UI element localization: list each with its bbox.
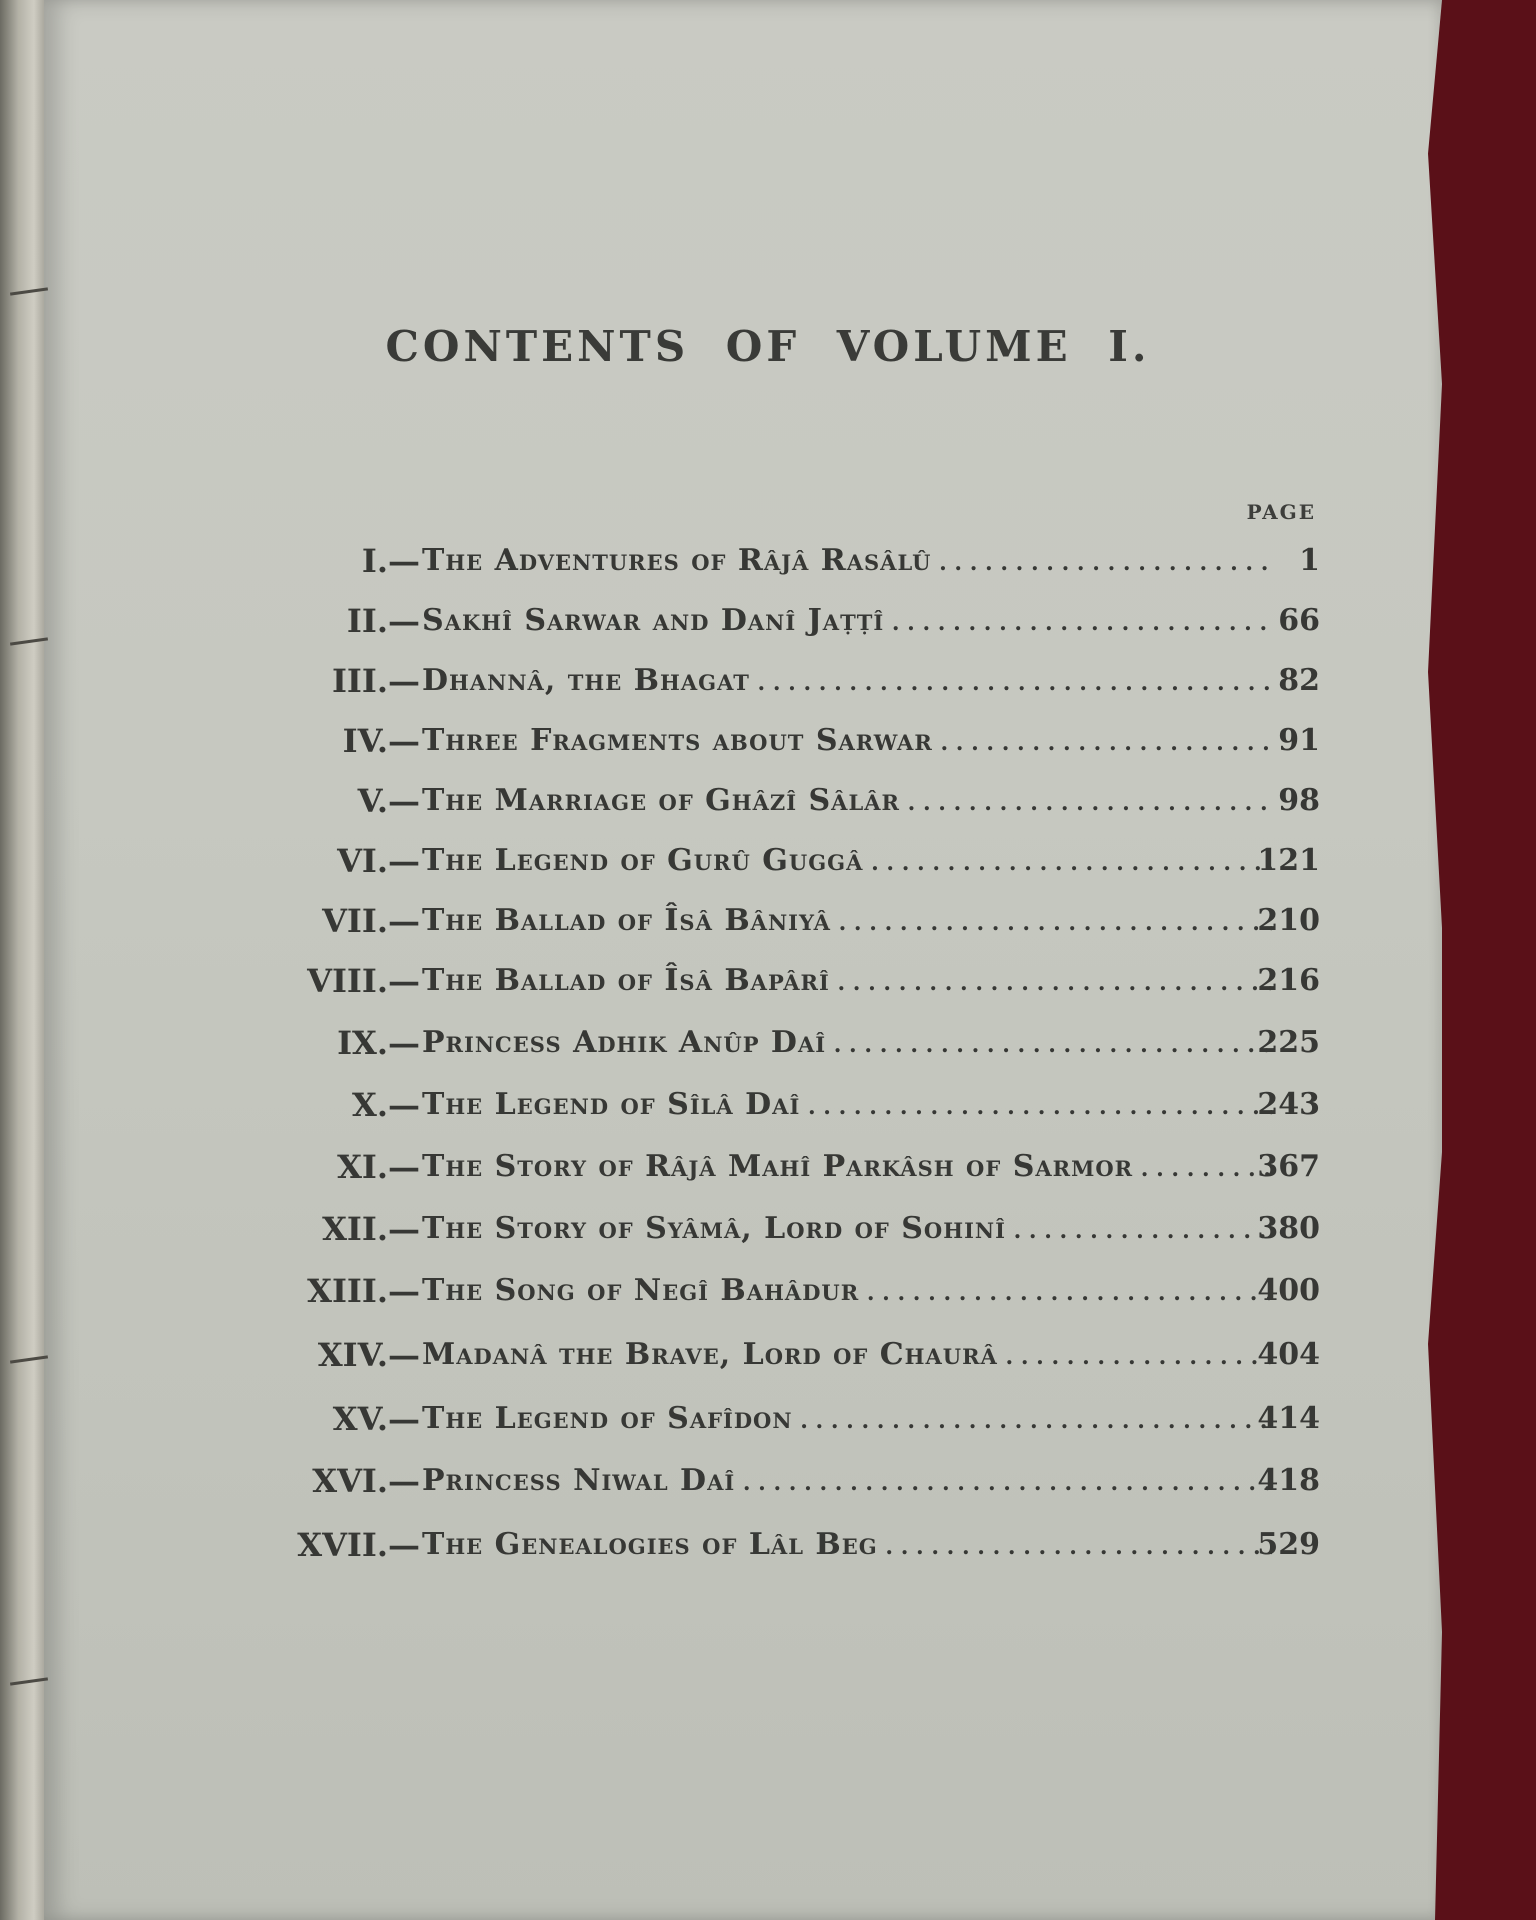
page-title: CONTENTS OF VOLUME I. xyxy=(385,322,1151,371)
entry-page-number: 225 xyxy=(1257,1025,1320,1060)
entry-title: The Song of Negî Bahâdur . . . xyxy=(422,1266,1272,1316)
entry-page-number: 414 xyxy=(1257,1401,1320,1436)
entry-page-number: 66 xyxy=(1278,603,1320,638)
entry-title: Princess Adhik Anûp Daî . . . xyxy=(422,1018,1272,1068)
entry-title: The Story of Râjâ Mahî Parkâsh of Sarmor . . . xyxy=(422,1142,1272,1192)
entry-page-number: 404 xyxy=(1257,1337,1320,1372)
entry-numeral: XVI.— xyxy=(312,1462,420,1500)
entry-title: The Ballad of Îsâ Bâniyâ . . . xyxy=(422,896,1272,946)
entry-title: The Legend of Sîlâ Daî . . . xyxy=(422,1080,1272,1130)
entry-page-number: 121 xyxy=(1257,843,1320,878)
entry-page-number: 529 xyxy=(1257,1527,1320,1562)
entry-numeral: XVII.— xyxy=(297,1526,420,1564)
entry-page-number: 418 xyxy=(1257,1463,1320,1498)
entry-page-number: 367 xyxy=(1257,1149,1320,1184)
entry-title: The Ballad of Îsâ Bapârî . . . xyxy=(422,956,1272,1006)
entry-page-number: 210 xyxy=(1257,903,1320,938)
entry-numeral: XII.— xyxy=(322,1210,420,1248)
entry-numeral: XI.— xyxy=(337,1148,420,1186)
entry-page-number: 82 xyxy=(1278,663,1320,698)
entry-title: The Genealogies of Lâl Beg . . . xyxy=(422,1520,1272,1570)
entry-page-number: 380 xyxy=(1257,1211,1320,1246)
entry-page-number: 98 xyxy=(1278,783,1320,818)
entry-title: Sakhî Sarwar and Danî Jaṭṭî . . . xyxy=(422,596,1272,646)
entry-page-number: 91 xyxy=(1278,723,1320,758)
entry-title: Princess Niwal Daî . . . xyxy=(422,1456,1272,1506)
entry-numeral: II.— xyxy=(346,602,420,640)
entry-numeral: VIII.— xyxy=(307,962,420,1000)
entry-page-number: 400 xyxy=(1257,1273,1320,1308)
entry-title: Madanâ the Brave, Lord of Chaurâ . . . xyxy=(422,1330,1272,1380)
entry-title: Dhannâ, the Bhagat . . . xyxy=(422,656,1272,706)
entry-numeral: XIV.— xyxy=(317,1336,420,1374)
entry-numeral: V.— xyxy=(357,782,420,820)
entry-page-number: 216 xyxy=(1257,963,1320,998)
entry-numeral: XIII.— xyxy=(307,1272,420,1310)
entry-numeral: XV.— xyxy=(332,1400,420,1438)
entry-title: The Legend of Safîdon . . . xyxy=(422,1394,1272,1444)
entry-numeral: IX.— xyxy=(337,1024,420,1062)
entry-numeral: X.— xyxy=(352,1086,420,1124)
entry-page-number: 243 xyxy=(1257,1087,1320,1122)
entry-title: The Legend of Gurû Guggâ . . . xyxy=(422,836,1272,886)
entry-numeral: I.— xyxy=(361,542,420,580)
entry-title: Three Fragments about Sarwar . . . xyxy=(422,716,1272,766)
entry-numeral: VI.— xyxy=(337,842,420,880)
entry-numeral: VII.— xyxy=(322,902,420,940)
entry-page-number: 1 xyxy=(1299,543,1320,578)
entry-title: The Adventures of Râjâ Rasâlû . . . xyxy=(422,536,1272,586)
page-column-header: PAGE xyxy=(1246,500,1316,524)
entry-title: The Marriage of Ghâzî Sâlâr . . . xyxy=(422,776,1272,826)
entry-numeral: IV.— xyxy=(342,722,420,760)
entry-title: The Story of Syâmâ, Lord of Sohinî . . . xyxy=(422,1204,1272,1254)
entry-numeral: III.— xyxy=(331,662,420,700)
